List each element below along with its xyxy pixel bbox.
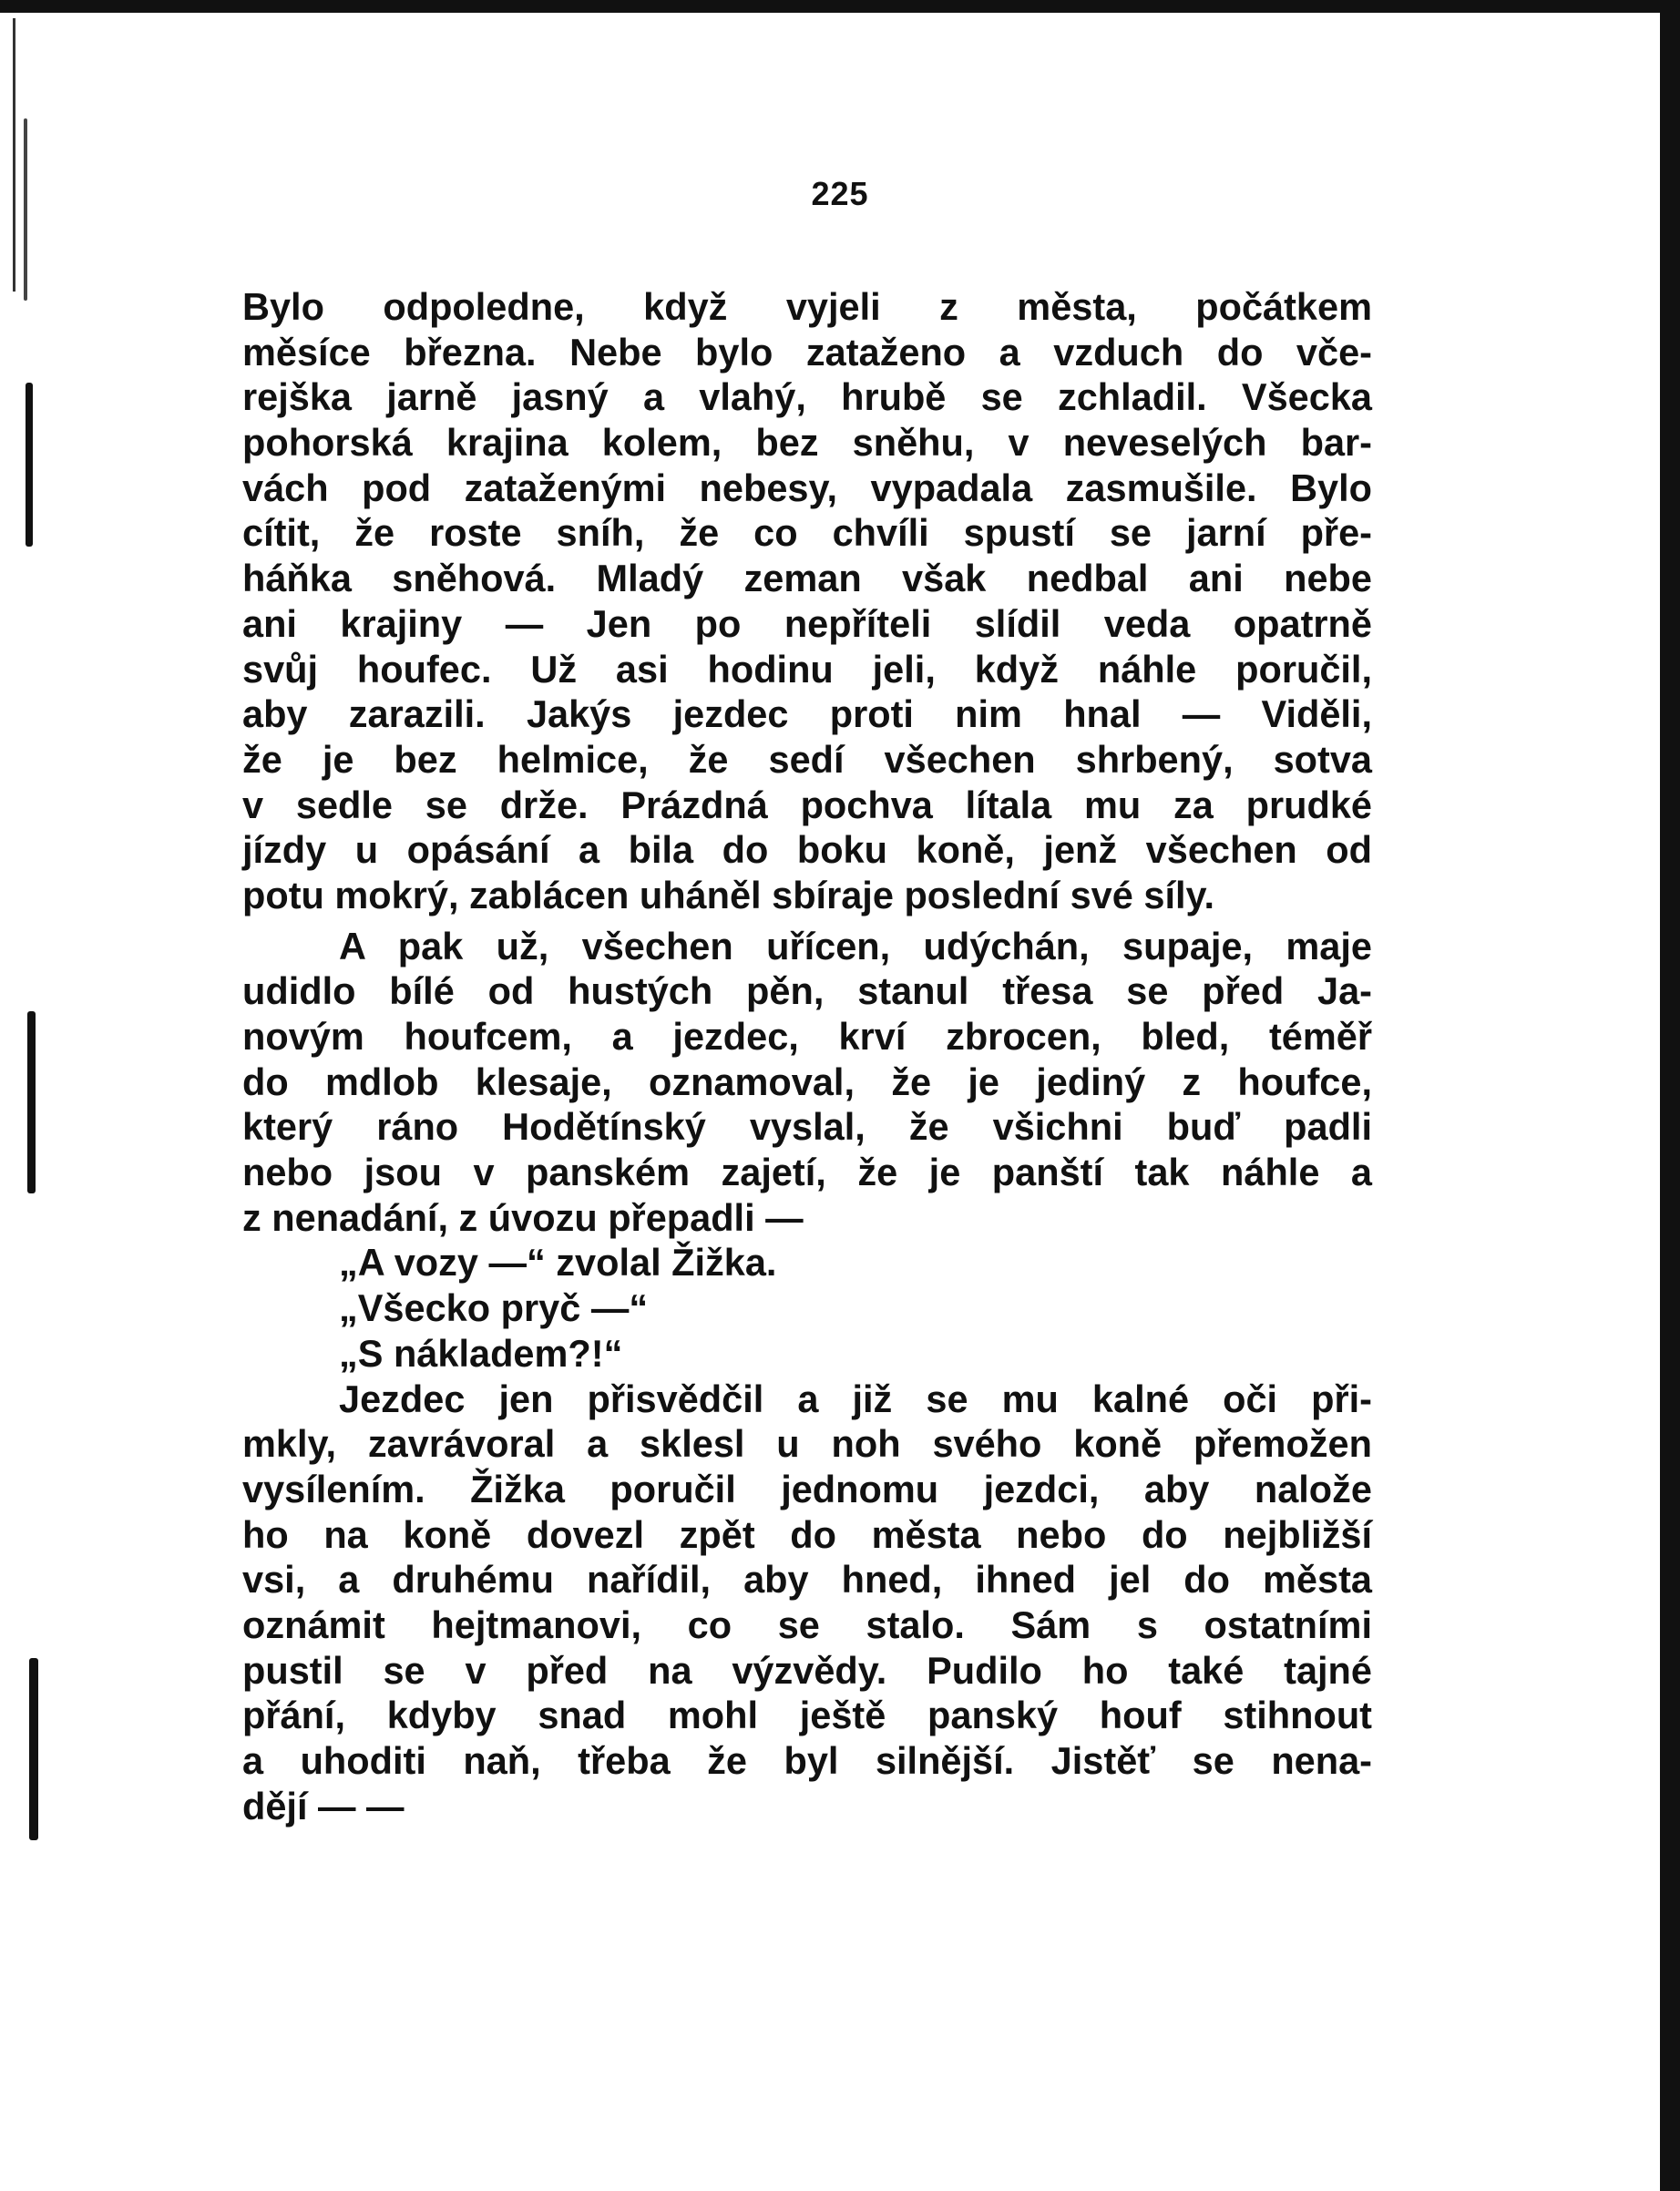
text-line: novým houfcem, a jezdec, krví zbrocen, bled, téměř — [242, 1015, 1372, 1058]
page-number: 225 — [811, 175, 869, 212]
text-line: mkly, zavrávoral a sklesl u noh svého koně přemožen — [242, 1422, 1372, 1466]
text-line: přání, kdyby snad mohl ještě panský houf stihnout — [242, 1694, 1372, 1737]
scan-edge-right — [1660, 0, 1680, 2191]
text-line: z nenadání, z úvozu přepadli — — [242, 1195, 804, 1239]
body-text — [242, 284, 1372, 1828]
text-line: „S nákladem?!“ — [339, 1331, 623, 1375]
text-line: že je bez helmice, že sedí všechen shrbený, sotva — [242, 737, 1372, 781]
text-line: pohorská krajina kolem, bez sněhu, v neveselých bar- — [242, 421, 1372, 465]
text-line: rejška jarně jasný a vlahý, hrubě se zchladil. Všecka — [242, 375, 1372, 419]
scan-edge-left — [13, 18, 15, 292]
text-line: do mdlob klesaje, oznamoval, že je jediný z houfce, — [242, 1060, 1372, 1103]
text-line: potu mokrý, zablácen uháněl sbíraje poslední své síly. — [242, 873, 1215, 916]
text-line: ani krajiny — Jen po nepříteli slídil veda opatrně — [242, 601, 1372, 645]
paragraph — [242, 924, 1372, 1241]
text-line: dějí — — — [242, 1784, 405, 1828]
text-line: cítit, že roste sníh, že co chvíli spustí se jarní pře- — [242, 511, 1372, 555]
text-line: „A vozy —“ zvolal Žižka. — [339, 1241, 777, 1285]
text-line: v sedle se drže. Prázdná pochva lítala mu za prudké — [242, 783, 1372, 826]
text-line: „Všecko pryč —“ — [339, 1286, 649, 1330]
text-line: vsi, a druhému nařídil, aby hned, ihned jel do města — [242, 1558, 1372, 1602]
scan-edge-top — [0, 0, 1680, 13]
text-line: A pak už, všechen uřícen, udýchán, supaje, maje — [339, 924, 1372, 968]
text-line: Jezdec jen přisvědčil a již se mu kalné oči při- — [339, 1377, 1372, 1420]
text-line: pustil se v před na výzvědy. Pudilo ho také tajné — [242, 1648, 1372, 1692]
text-line: svůj houfec. Už asi hodinu jeli, když náhle poručil, — [242, 647, 1372, 691]
text-line: aby zarazili. Jakýs jezdec proti nim hnal — Viděli, — [242, 692, 1372, 736]
text-line: oznámit hejtmanovi, co se stalo. Sám s ostatními — [242, 1602, 1372, 1646]
text-line: Bylo odpoledne, když vyjeli z města, počátkem — [242, 285, 1372, 328]
paragraph — [242, 1285, 1372, 1331]
paragraph — [242, 284, 1372, 918]
text-line: jízdy u opásání a bila do boku koně, jenž všechen od — [242, 828, 1372, 872]
text-line: který ráno Hodětínský vyslal, že všichni buď padli — [242, 1105, 1372, 1149]
text-line: ho na koně dovezl zpět do města nebo do nejbližší — [242, 1512, 1372, 1556]
paragraph — [242, 1377, 1372, 1829]
scan-mark — [29, 1658, 38, 1840]
text-line: háňka sněhová. Mladý zeman však nedbal ani nebe — [242, 557, 1372, 600]
text-line: udidlo bílé od hustých pěn, stanul třesa se před Ja- — [242, 969, 1372, 1013]
text-line: vách pod zataženými nebesy, vypadala zasmušile. Bylo — [242, 466, 1372, 509]
paragraph — [242, 1240, 1372, 1285]
text-line: vysílením. Žižka poručil jednomu jezdci, aby nalože — [242, 1467, 1372, 1510]
paragraph — [242, 1331, 1372, 1377]
scan-mark — [27, 1011, 36, 1193]
text-line: a uhoditi naň, třeba že byl silnější. Jistěť se nena- — [242, 1739, 1372, 1782]
text-line: měsíce března. Nebe bylo zataženo a vzduch do vče- — [242, 330, 1372, 374]
text-line: nebo jsou v panském zajetí, že je panští tak náhle a — [242, 1151, 1372, 1194]
scan-mark — [26, 383, 33, 547]
